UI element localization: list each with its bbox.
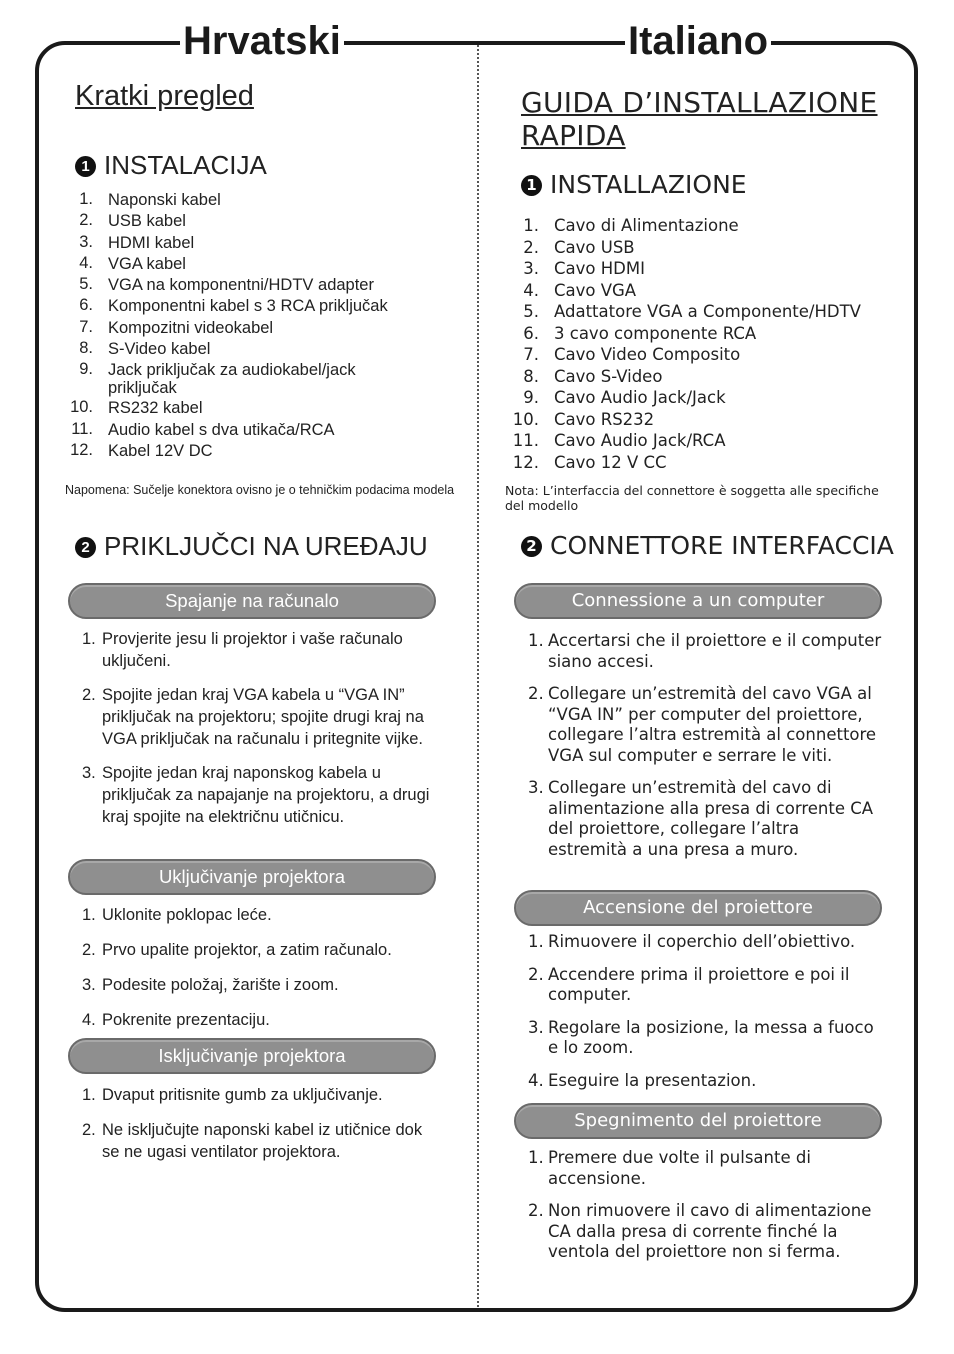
section-heading-connectors-hr [75, 531, 428, 562]
list-item: 1. Dvaput pritisnite gumb za uključivanje. [82, 1086, 383, 1104]
list-item: 4. VGA kabel [79, 253, 186, 273]
list-item: 7. Cavo Video Composito [523, 345, 741, 364]
page-title-hr: Kratki pregled [75, 80, 254, 112]
number-one-icon: 1 [521, 175, 542, 196]
list-item: 12. Kabel 12V DC [70, 440, 213, 460]
list-item: 6. Komponentni kabel s 3 RCA priključak [79, 296, 388, 316]
number-two-icon: 2 [521, 536, 542, 557]
pill-heading-power-off-it: Spegnimento del proiettore [514, 1103, 882, 1139]
list-item: 9. Cavo Audio Jack/Jack [523, 388, 726, 407]
list-item: 10. RS232 kabel [70, 398, 203, 418]
number-one-icon: 1 [75, 156, 96, 177]
list-item: 9. Jack priključak za audiokabel/jack priključak [79, 360, 356, 398]
list-item: 3. Podesite položaj, žarište i zoom. [82, 976, 339, 994]
list-item: 1. Premere due volte il pulsante di accensione. [528, 1148, 811, 1188]
steps-power-on-it [528, 932, 883, 1091]
list-item: 12. Cavo 12 V CC [512, 452, 667, 472]
section-heading-connectors-it [521, 531, 894, 560]
list-item: 11. Cavo Audio Jack/RCA [512, 431, 726, 450]
list-item: 4. Pokrenite prezentaciju. [82, 1011, 270, 1029]
list-item: 11. Audio kabel s dva utikača/RCA [71, 419, 335, 439]
list-item: 6. 3 cavo componente RCA [523, 323, 757, 343]
section-title: PRIKLJUČCI NA UREĐAJU [104, 531, 428, 561]
pill-heading-power-on-hr: Uključivanje projektora [68, 859, 436, 895]
list-item: 7. Kompozitni videokabel [79, 317, 274, 337]
steps-connect-it [528, 631, 883, 860]
list-item: 2. Collegare un’estremità del cavo VGA al “VGA IN” per computer del proiettore, collegare l’altra estremità al connettore VGA sul computer e serrare le viti. [528, 684, 877, 765]
list-item: 5. Adattatore VGA a Componente/HDTV [523, 302, 861, 321]
page-title-it: GUIDA D’INSTALLAZIONE RAPIDA [521, 86, 878, 152]
pill-heading-power-on-it: Accensione del proiettore [514, 890, 882, 926]
list-item: 10. Cavo RS232 [512, 409, 655, 429]
parts-list-it [507, 215, 907, 473]
note-hr: Napomena: Sučelje konektora ovisno je o tehničkim podacima modela [65, 483, 455, 497]
list-item: 2. Prvo upalite projektor, a zatim računalo. [82, 941, 392, 959]
section-title: CONNETTORE INTERFACCIA [550, 531, 894, 560]
steps-power-off-it [528, 1148, 883, 1263]
list-item: 3. HDMI kabel [79, 232, 195, 252]
list-item: 4. Cavo VGA [523, 280, 637, 300]
steps-connect-hr [82, 628, 432, 828]
column-divider [477, 45, 479, 1307]
list-item: 1. Uklonite poklopac leće. [82, 906, 272, 924]
list-item: 2. USB kabel [79, 211, 186, 231]
list-item: 1. Rimuovere il coperchio dell’obiettivo. [528, 932, 856, 951]
list-item: 3. Regolare la posizione, la messa a fuoco e lo zoom. [528, 1017, 874, 1057]
list-item: 8. S-Video kabel [79, 339, 211, 359]
section-heading-installation-hr [75, 150, 267, 181]
list-item: 2. Cavo USB [523, 237, 635, 257]
list-item: 1. Cavo di Alimentazione [523, 216, 739, 235]
list-item: 4. Eseguire la presentazion. [528, 1070, 757, 1090]
pill-heading-connect-computer-it: Connessione a un computer [514, 583, 882, 619]
list-item: 3. Collegare un’estremità del cavo di alimentazione alla presa di corrente CA del proiettore, collegare l’altra estremità a una presa a muro. [528, 778, 874, 859]
list-item: 1. Accertarsi che il proiettore e il computer siano accesi. [528, 631, 882, 671]
list-item: 2. Accendere prima il proiettore e poi il computer. [528, 964, 850, 1004]
steps-power-off-hr [82, 1084, 432, 1163]
list-item: 3. Spojite jedan kraj naponskog kabela u priključak za napajanje na projektoru, a drugi kraj spojite na električnu utičnicu. [82, 764, 430, 826]
list-item: 1. Naponski kabel [79, 190, 221, 209]
list-item: 2. Spojite jedan kraj VGA kabela u “VGA IN” priključak na projektoru; spojite drugi kraj na VGA priključak na računalu i pritegnite vijke. [82, 686, 424, 748]
list-item: 1. Provjerite jesu li projektor i vaše računalo uključeni. [82, 630, 403, 670]
steps-power-on-hr [82, 904, 432, 1031]
pill-heading-power-off-hr: Isključivanje projektora [68, 1038, 436, 1074]
pill-heading-connect-computer-hr: Spajanje na računalo [68, 583, 436, 619]
language-heading-croatian: Hrvatski [180, 18, 344, 64]
section-title: INSTALLAZIONE [550, 170, 747, 199]
section-title: INSTALACIJA [104, 150, 267, 180]
language-heading-italian: Italiano [625, 18, 771, 64]
list-item: 2. Ne isključujte naponski kabel iz utičnice dok se ne ugasi ventilator projektora. [82, 1121, 423, 1161]
list-item: 2. Non rimuovere il cavo di alimentazione CA dalla presa di corrente finché la ventola del proiettore non si ferma. [528, 1201, 872, 1261]
parts-list-hr [61, 189, 451, 461]
note-it: Nota: L’interfaccia del connettore è soggetta alle specifiche del modello [505, 483, 879, 513]
list-item: 3. Cavo HDMI [523, 259, 645, 278]
section-heading-installation-it [521, 170, 747, 199]
list-item: 5. VGA na komponentni/HDTV adapter [79, 275, 374, 295]
number-two-icon: 2 [75, 537, 96, 558]
list-item: 8. Cavo S-Video [523, 366, 663, 386]
